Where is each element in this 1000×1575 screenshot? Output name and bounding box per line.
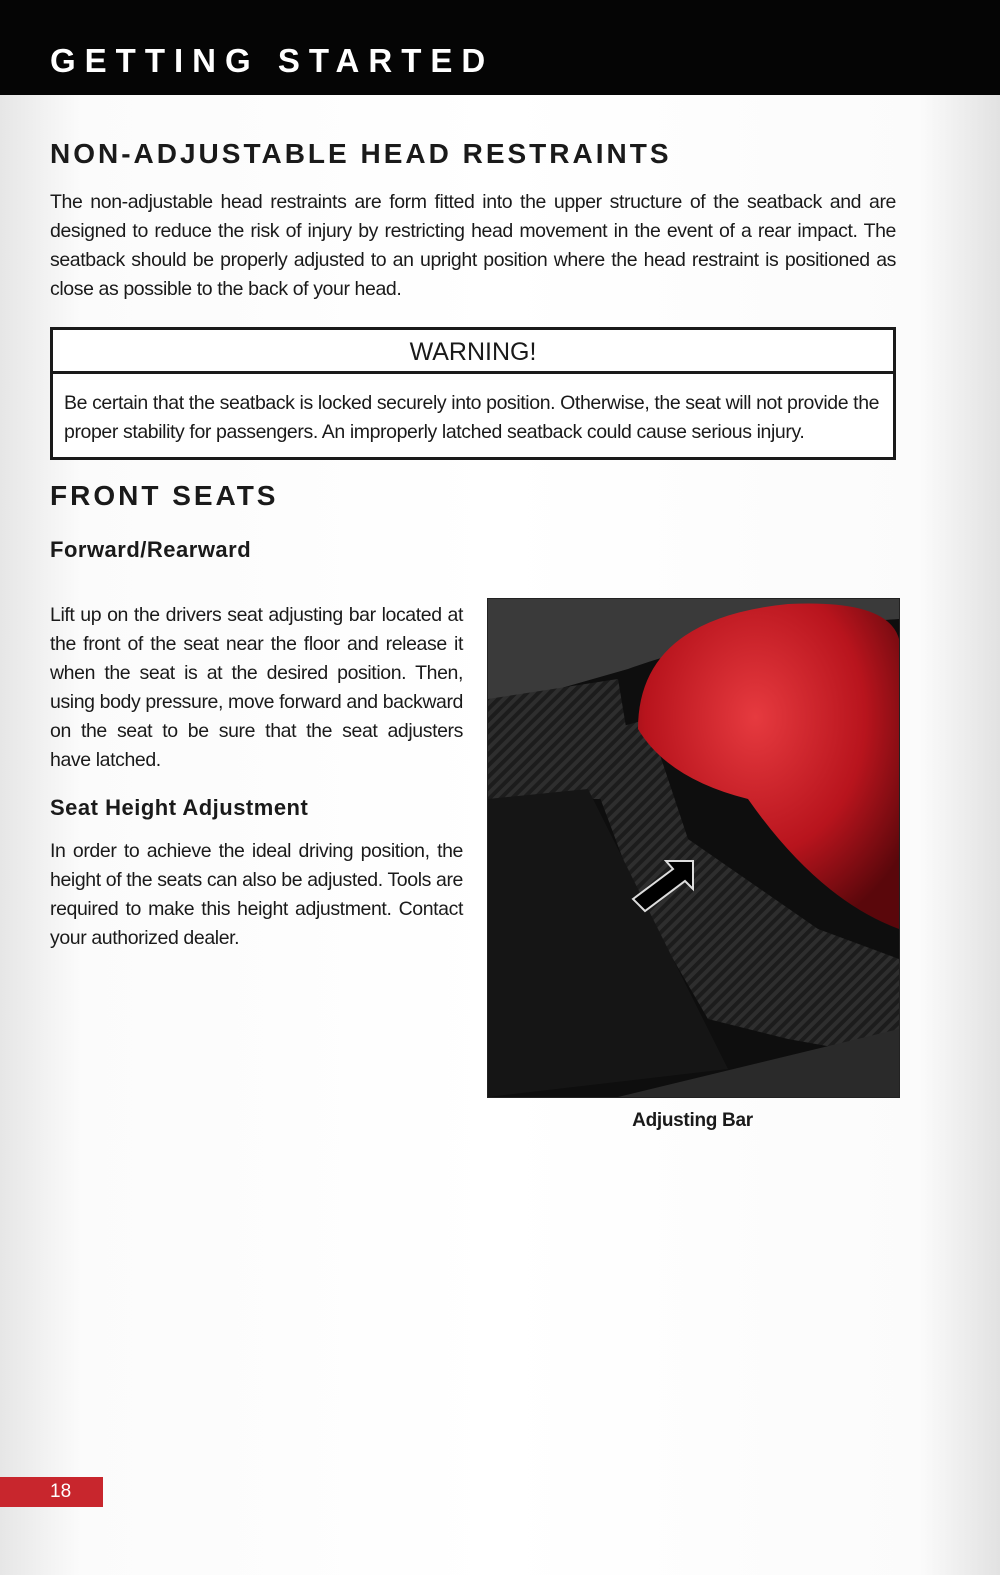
head-restraints-body: The non-adjustable head restraints are form fitted into the upper structure of the seatback and are designed to reduce the risk of injury by restricting head movement in the event of a rear impact. The seatback should be properly adjusted to an upright position where the head restraint is positioned as close as possible to the back of your head. xyxy=(50,191,896,300)
warning-title: WARNING! xyxy=(53,330,893,374)
seat-height-heading: Seat Height Adjustment xyxy=(50,795,309,820)
head-restraints-heading: NON-ADJUSTABLE HEAD RESTRAINTS xyxy=(50,138,672,169)
seat-photo-illustration xyxy=(488,599,899,1097)
page-number: 18 xyxy=(50,1481,72,1502)
header-bar xyxy=(0,0,1000,95)
page-number-tab xyxy=(0,1477,103,1507)
front-seats-heading: FRONT SEATS xyxy=(50,480,279,511)
section-title: GETTING STARTED xyxy=(50,42,495,79)
warning-box xyxy=(50,327,896,460)
forward-rearward-heading: Forward/Rearward xyxy=(50,537,252,562)
adjusting-bar-photo xyxy=(487,598,900,1098)
figure-caption: Adjusting Bar xyxy=(632,1110,753,1131)
warning-body: Be certain that the seatback is locked securely into position. Otherwise, the seat will not provide the proper stability for passengers. An improperly latched seatback could cause serious injury. xyxy=(64,392,880,443)
forward-rearward-body: Lift up on the drivers seat adjusting bar located at the front of the seat near the floor and release it when the seat is at the desired position. Then, using body pressure, move forward and backward on the seat to be sure that the seat adjusters have latched. xyxy=(50,604,463,771)
seat-height-body: In order to achieve the ideal driving position, the height of the seats can also be adjusted. Tools are required to make this height adjustment. Contact your authorized dealer. xyxy=(50,840,463,949)
